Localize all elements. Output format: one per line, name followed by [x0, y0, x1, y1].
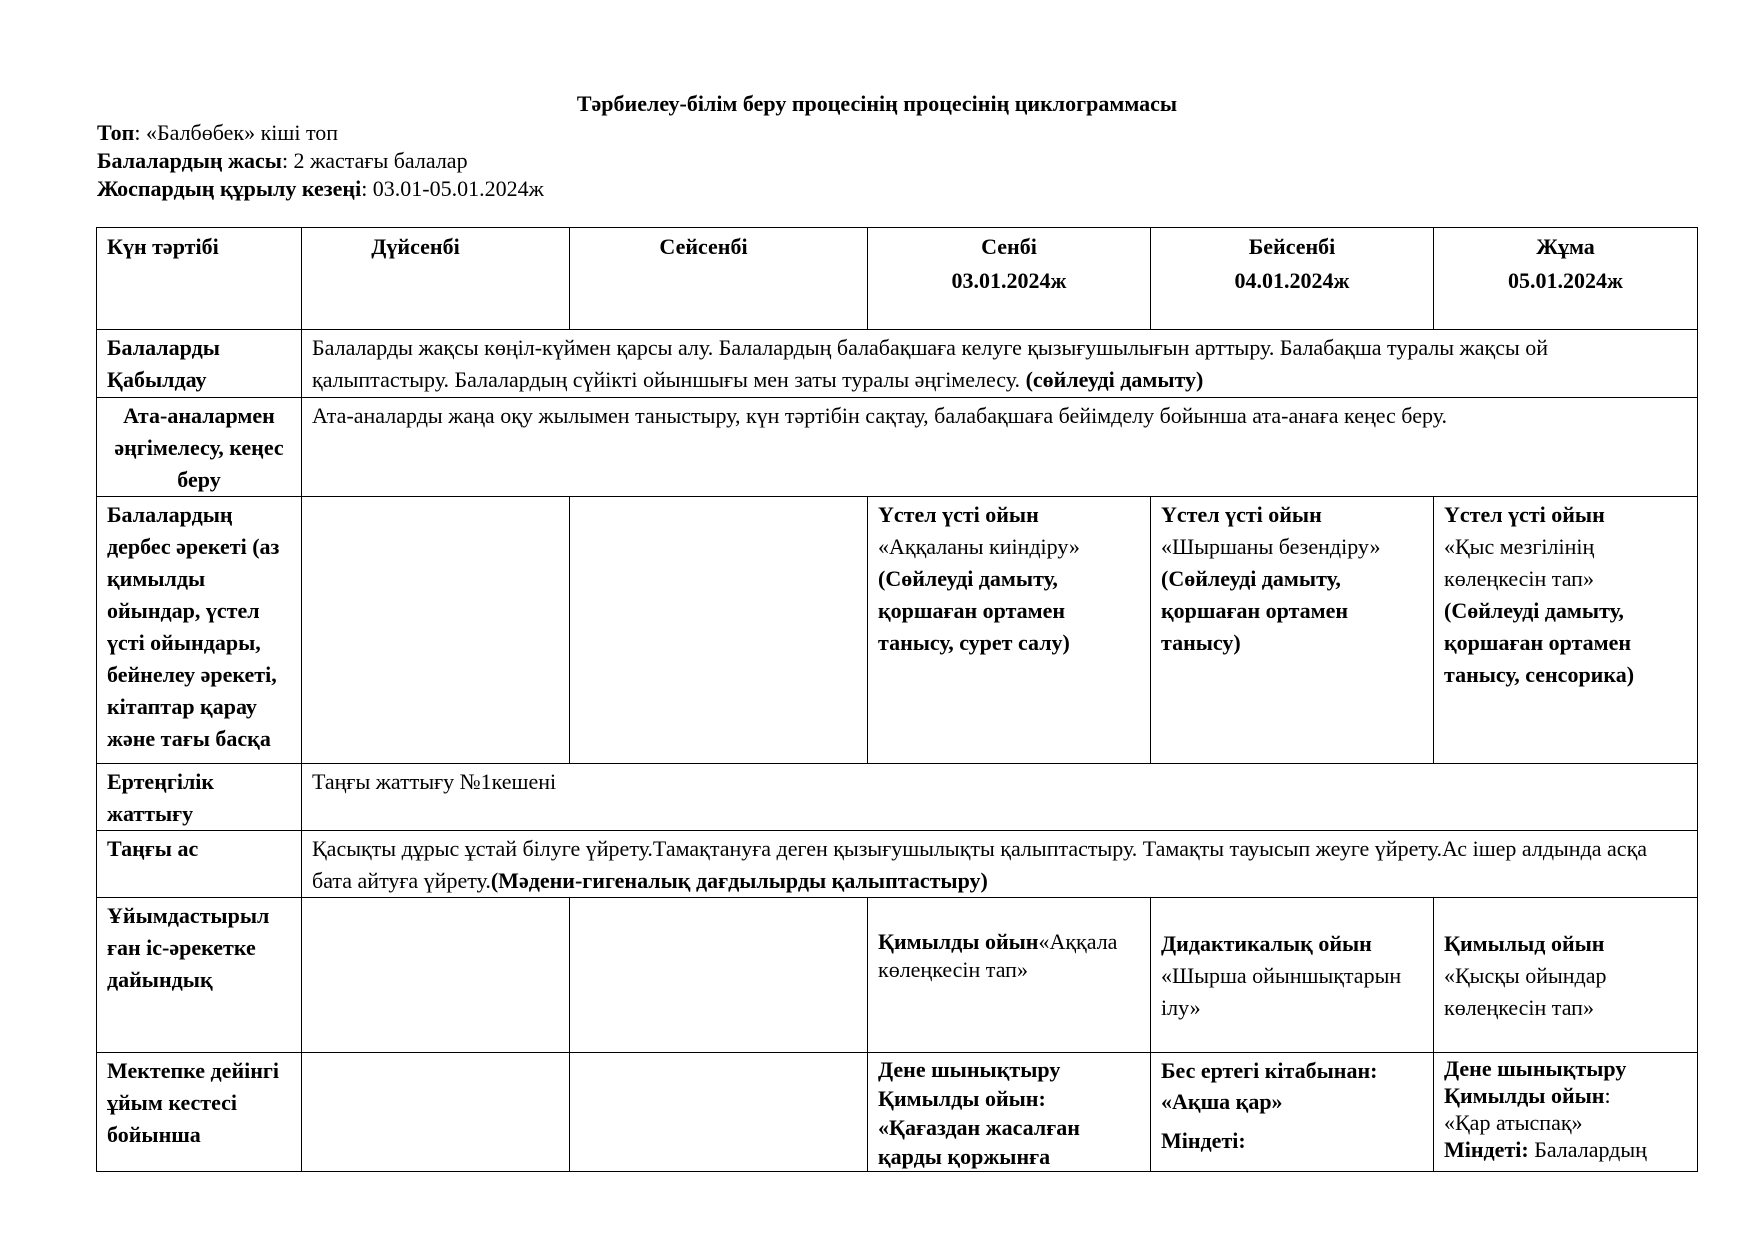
- header-wednesday: Сенбі 03.01.2024ж: [868, 228, 1151, 330]
- header-thursday: Бейсенбі 04.01.2024ж: [1151, 228, 1434, 330]
- row-label-parents: Ата-аналармен әңгімелесу, кеңес беру: [97, 398, 302, 497]
- independent-friday: Үстел үсті ойын «Қыс мезгілінің көлеңкесін тап» (Сөйлеуді дамыту, қоршаған ортамен танысу, сенсорика): [1434, 497, 1698, 764]
- reception-text: Балаларды жақсы көңіл-күймен қарсы алу. Балалардың балабақшаға келуге қызығушылығын арттыру. Балабақша туралы жақсы ой қалыптастыру. Балалардың сүйікті ойыншығы мен заты туралы әңгімелесу. (сөйлеуді дамыту): [302, 330, 1698, 398]
- preparation-friday: Қимылыд ойын «Қысқы ойындар көлеңкесін тап»: [1434, 898, 1698, 1053]
- table-row-breakfast: [97, 831, 1698, 898]
- header-tuesday: Сейсенбі: [570, 228, 868, 330]
- independent-wednesday: Үстел үсті ойын «Аққаланы киіндіру» (Сөйлеуді дамыту, қоршаған ортамен танысу, сурет салу): [868, 497, 1151, 764]
- schedule-monday: [302, 1053, 570, 1172]
- period-value: : 03.01-05.01.2024ж: [361, 176, 544, 201]
- table-row-reception: [97, 330, 1698, 398]
- independent-monday: [302, 497, 570, 764]
- group-value: : «Балбөбек» кіші топ: [134, 120, 339, 145]
- header-monday: Дүйсенбі: [302, 228, 570, 330]
- schedule-friday: Дене шынықтыру Қимылды ойын: «Қар атыспақ» Міндеті: Балалардың: [1434, 1053, 1698, 1172]
- row-label-breakfast: Таңғы ас: [97, 831, 302, 898]
- row-label-morning-exercise: Ертеңгілік жаттығу: [97, 764, 302, 831]
- independent-thursday: Үстел үсті ойын «Шыршаны безендіру» (Сөйлеуді дамыту, қоршаған ортамен танысу): [1151, 497, 1434, 764]
- parents-text: Ата-аналарды жаңа оқу жылымен таныстыру, күн тәртібін сақтау, балабақшаға бейімделу бойынша ата-анаға кеңес беру.: [302, 398, 1698, 497]
- independent-tuesday: [570, 497, 868, 764]
- header-friday: Жұма 05.01.2024ж: [1434, 228, 1698, 330]
- preparation-thursday: Дидактикалық ойын «Шырша ойыншықтарын ілу»: [1151, 898, 1434, 1053]
- group-label: Топ: [97, 120, 135, 145]
- schedule-wednesday: Дене шынықтыру Қимылды ойын: «Қағаздан жасалған қарды қоржынға: [868, 1053, 1151, 1172]
- period-label: Жоспардың құрылу кезеңі: [97, 176, 362, 201]
- schedule-thursday: Бес ертегі кітабынан: «Ақша қар» Міндеті:: [1151, 1053, 1434, 1172]
- row-label-schedule: Мектепке дейінгі ұйым кестесі бойынша: [97, 1053, 302, 1172]
- table-row-preparation: [97, 898, 1698, 1053]
- schedule-tuesday: [570, 1053, 868, 1172]
- preparation-tuesday: [570, 898, 868, 1053]
- table-row-schedule: [97, 1053, 1698, 1172]
- header-day-order: Күн тәртібі: [97, 228, 302, 330]
- morning-exercise-text: Таңғы жаттығу №1кешені: [302, 764, 1698, 831]
- row-label-independent: Балалардың дербес әрекеті (аз қимылды ойындар, үстел үсті ойындары, бейнелеу әрекеті, кітаптар қарау және тағы басқа: [97, 497, 302, 764]
- schedule-table: [96, 227, 1698, 1172]
- preparation-wednesday: Қимылды ойын«Аққала көлеңкесін тап»: [868, 898, 1151, 1053]
- age-value: : 2 жастағы балалар: [281, 148, 468, 173]
- document-title: Тәрбиелеу-білім беру процесінің процесінің циклограммасы: [576, 91, 1178, 116]
- age-line: [97, 147, 468, 175]
- table-row-independent: [97, 497, 1698, 764]
- row-label-reception: Балаларды Қабылдау: [97, 330, 302, 398]
- breakfast-text: Қасықты дұрыс ұстай білуге үйрету.Тамақтануға деген қызығушылықты қалыптастыру. Тамақты тауысып жеуге үйрету.Ас ішер алдында асқа бата айтуға үйрету.(Мәдени-гигеналық дағдылырды қалыптастыру): [302, 831, 1698, 898]
- preparation-monday: [302, 898, 570, 1053]
- period-line: [97, 175, 544, 203]
- table-row-morning-exercise: [97, 764, 1698, 831]
- group-line: [97, 119, 338, 147]
- row-label-preparation: Ұйымдастырыл ған іс-әрекетке дайындық: [97, 898, 302, 1053]
- table-header-row: [97, 228, 1698, 330]
- age-label: Балалардың жасы: [97, 148, 282, 173]
- table-row-parents: [97, 398, 1698, 497]
